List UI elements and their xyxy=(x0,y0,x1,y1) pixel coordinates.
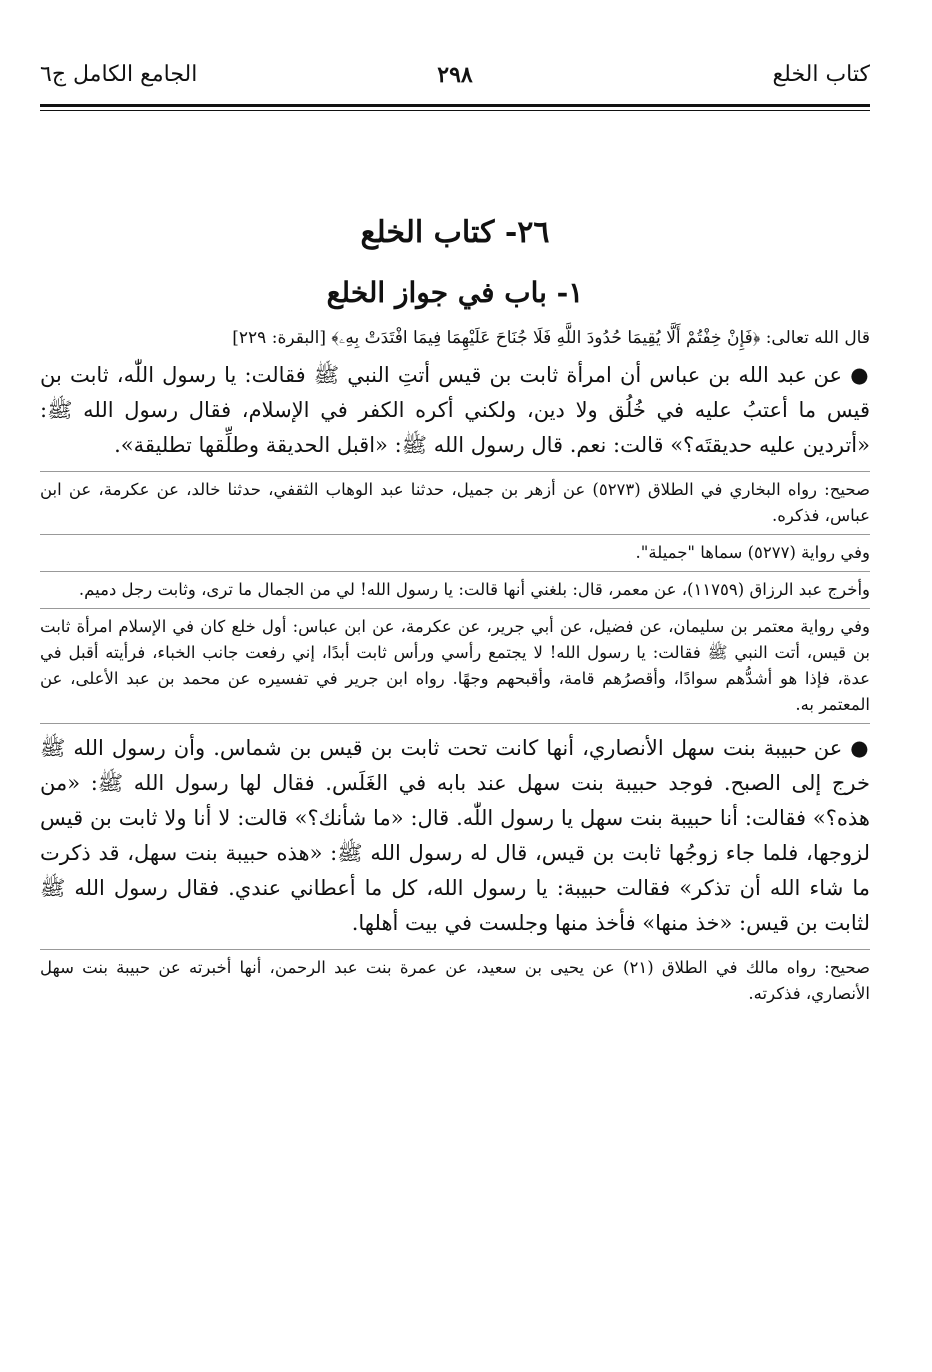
hadith-2 xyxy=(40,730,870,941)
chapter-title: ٢٦- كتاب الخلع xyxy=(360,215,550,250)
takhrij-note: صحيح: رواه البخاري في الطلاق (٥٢٧٣) عن أزهر بن جميل، حدثنا عبد الوهاب الثقفي، حدثنا خالد، عن عكرمة، عن ابن عباس، فذكره. xyxy=(40,480,871,525)
bullet-icon: ● xyxy=(850,362,870,387)
page-number: ٢٩٨ xyxy=(437,62,473,88)
quran-verse: قال الله تعالى: ﴿فَإِنْ خِفْتُمْ أَلَّا يُقِيمَا حُدُودَ اللَّهِ فَلَا جُنَاحَ عَلَيْهِمَا فِيمَا افْتَدَتْ بِهِۦ﴾ [البقرة: ٢٢٩] xyxy=(232,328,870,348)
header-book-title: الجامع الكامل ج٦ xyxy=(40,62,198,87)
bullet-icon: ● xyxy=(850,735,870,760)
takhrij-note: وأخرج عبد الرزاق (١١٧٥٩)، عن معمر، قال: بلغني أنها قالت: يا رسول الله! لي من الجمال ما ترى، وثابت رجل دميم. xyxy=(78,580,870,599)
note-separator xyxy=(40,723,870,724)
header-chapter-name: كتاب الخلع xyxy=(772,62,870,87)
hadith-2-text: عن حبيبة بنت سهل الأنصاري، أنها كانت تحت ثابت بن قيس بن شماس. وأن رسول الله ﷺ خرج إلى الصبح. فوجد حبيبة بنت سهل عند بابه في الغَلَس. فقال لها رسول الله ﷺ: «من هذه؟» فقالت: أنا حبيبة بنت سهل يا رسول اللّٰه. قال: «ما شأنك؟» قالت: لا أنا ولا ثابت بن قيس لزوجها، فلما جاء زوجُها ثابت بن قيس، قال له رسول الله ﷺ: «هذه حبيبة بنت سهل، قد ذكرت ما شاء الله أن تذكر» فقالت حبيبة: يا رسول الله، كل ما أعطاني عندي. فقال رسول الله ﷺ لثابت بن قيس: «خذ منها» فأخذ منها وجلست في بيت أهلها. xyxy=(40,736,870,935)
section-title: ١- باب في جواز الخلع xyxy=(326,276,584,309)
header-rule-thin xyxy=(40,110,870,111)
takhrij-note: صحيح: رواه مالك في الطلاق (٢١) عن يحيى بن سعيد، عن عمرة بنت عبد الرحمن، أنها أخبرته عن حبيبة بنت سهل الأنصاري، فذكرته. xyxy=(40,958,870,1003)
hadith-1 xyxy=(40,357,870,463)
running-header xyxy=(40,62,870,98)
takhrij-note: وفي رواية (٥٢٧٧) سماها "جميلة". xyxy=(635,543,870,562)
page-body xyxy=(40,215,870,1012)
hadith-1-text: عن عبد الله بن عباس أن امرأة ثابت بن قيس أتتِ النبي ﷺ فقالت: يا رسول اللّٰه، ثابت بن قيس ما أعتبُ عليه في خُلُق ولا دين، ولكني أكره الكفر في الإسلام، فقال رسول الله ﷺ: «أتردين عليه حديقتَه؟» قالت: نعم. قال رسول الله ﷺ: «اقبل الحديقة وطلِّقها تطليقة». xyxy=(40,363,870,457)
header-rule-thick xyxy=(40,104,870,107)
takhrij-note: وفي رواية معتمر بن سليمان، عن فضيل، عن أبي جرير، عن عكرمة، عن ابن عباس: أول خلع كان في الإسلام امرأة ثابت بن قيس، أتت النبي ﷺ فقالت: يا رسول الله! لا يجتمع رأسي ورأس ثابت أبدًا، إني رفعت جانب الخباء، فرأيته أقبل في عدة، فإذا هو أشدُّهم سوادًا، وأقصرُهم قامة، وأقبحهم وجهًا. رواه ابن جرير في تفسيره عن محمد بن عبد الأعلى، عن المعتمر به. xyxy=(40,617,870,714)
